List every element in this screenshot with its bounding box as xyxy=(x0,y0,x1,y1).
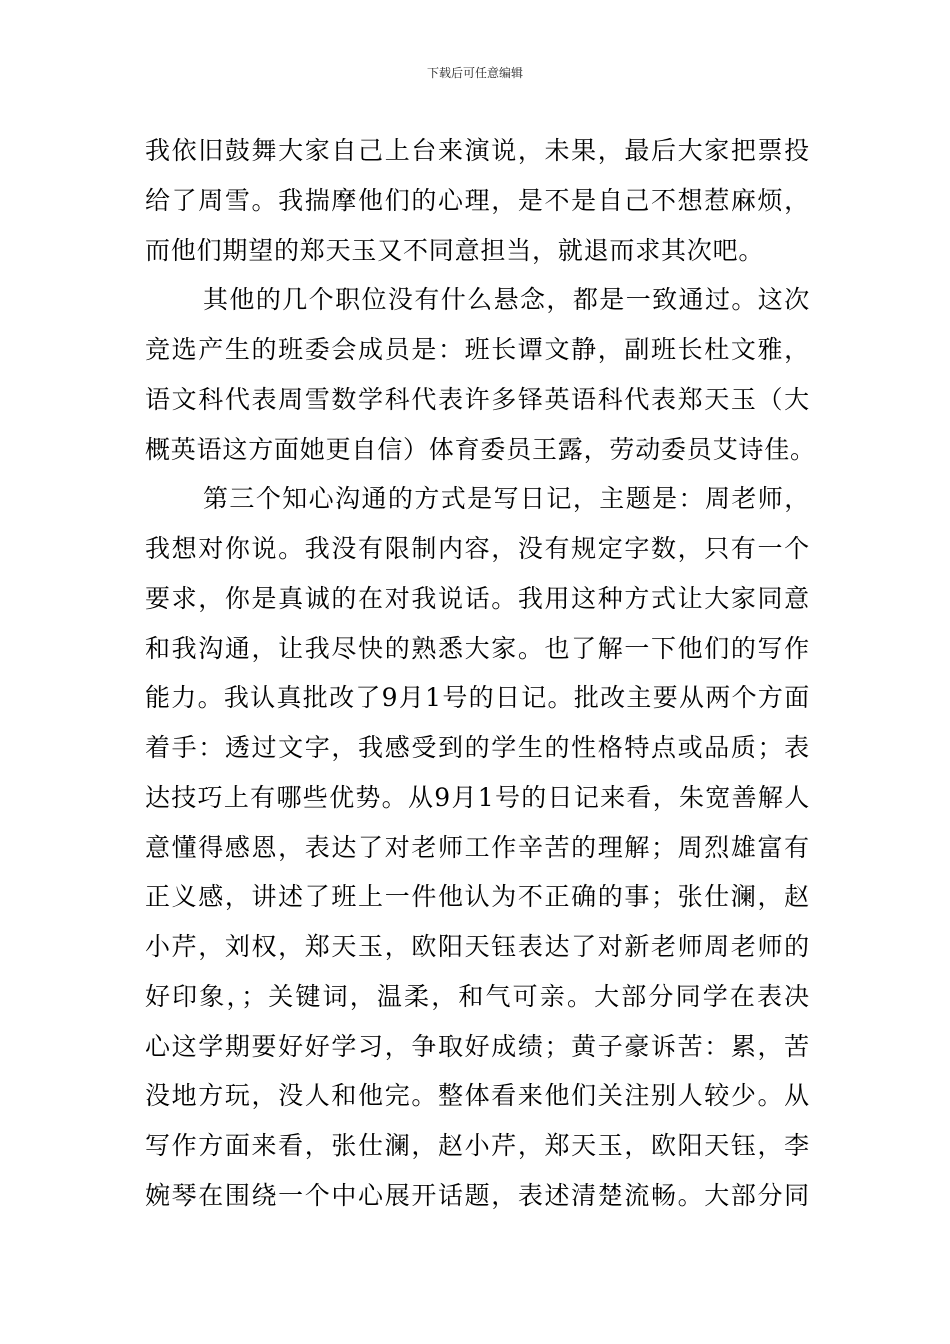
text-line: 写作方面来看，张仕澜，赵小芹，郑天玉，欧阳天钰，李 xyxy=(145,1131,810,1160)
text-line: 竞选产生的班委会成员是：班长谭文静，副班长杜文雅， xyxy=(145,335,810,364)
text-line: 心这学期要好好学习，争取好成绩；黄子豪诉苦：累，苦 xyxy=(145,1031,810,1061)
text-line: 和我沟通，让我尽快的熟悉大家。也了解一下他们的写作 xyxy=(145,633,810,663)
text-line: 没地方玩，没人和他完。整体看来他们关注别人较少。从 xyxy=(145,1081,810,1111)
text-line: 能力。我认真批改了9月1号的日记。批改主要从两个方面 xyxy=(145,683,810,713)
text-line: 而他们期望的郑天玉又不同意担当，就退而求其次吧。 xyxy=(145,235,765,265)
text-line: 其他的几个职位没有什么悬念，都是一致通过。这次 xyxy=(203,285,810,315)
page-header: 下载后可任意编辑 xyxy=(426,66,523,80)
text-line: 给了周雪。我揣摩他们的心理，是不是自己不想惹麻烦， xyxy=(145,185,810,215)
text-line: 我依旧鼓舞大家自己上台来演说，未果，最后大家把票投 xyxy=(145,136,810,165)
text-line: 婉琴在围绕一个中心展开话题，表述清楚流畅。大部分同 xyxy=(145,1180,810,1210)
text-line: 正义感，讲述了班上一件他认为不正确的事；张仕澜，赵 xyxy=(145,882,810,912)
text-line: 小芹，刘权，郑天玉，欧阳天钰表达了对新老师周老师的 xyxy=(145,932,810,961)
text-line: 意懂得感恩，表达了对老师工作辛苦的理解；周烈雄富有 xyxy=(145,832,810,862)
text-line: 好印象，；关键词，温柔，和气可亲。大部分同学在表决 xyxy=(145,981,810,1011)
text-line: 语文科代表周雪数学科代表许多铎英语科代表郑天玉（大 xyxy=(145,384,810,414)
document-body xyxy=(145,126,816,1221)
text-line: 要求，你是真诚的在对我说话。我用这种方式让大家同意 xyxy=(145,583,810,613)
text-line: 第三个知心沟通的方式是写日记，主题是：周老师， xyxy=(203,484,810,514)
text-line: 达技巧上有哪些优势。从9月1号的日记来看，朱宽善解人 xyxy=(145,782,810,812)
text-line: 着手：透过文字，我感受到的学生的性格特点或品质；表 xyxy=(145,733,810,762)
text-line: 概英语这方面她更自信）体育委员王露，劳动委员艾诗佳。 xyxy=(145,434,816,464)
text-line: 我想对你说。我没有限制内容，没有规定字数，只有一个 xyxy=(145,534,810,563)
